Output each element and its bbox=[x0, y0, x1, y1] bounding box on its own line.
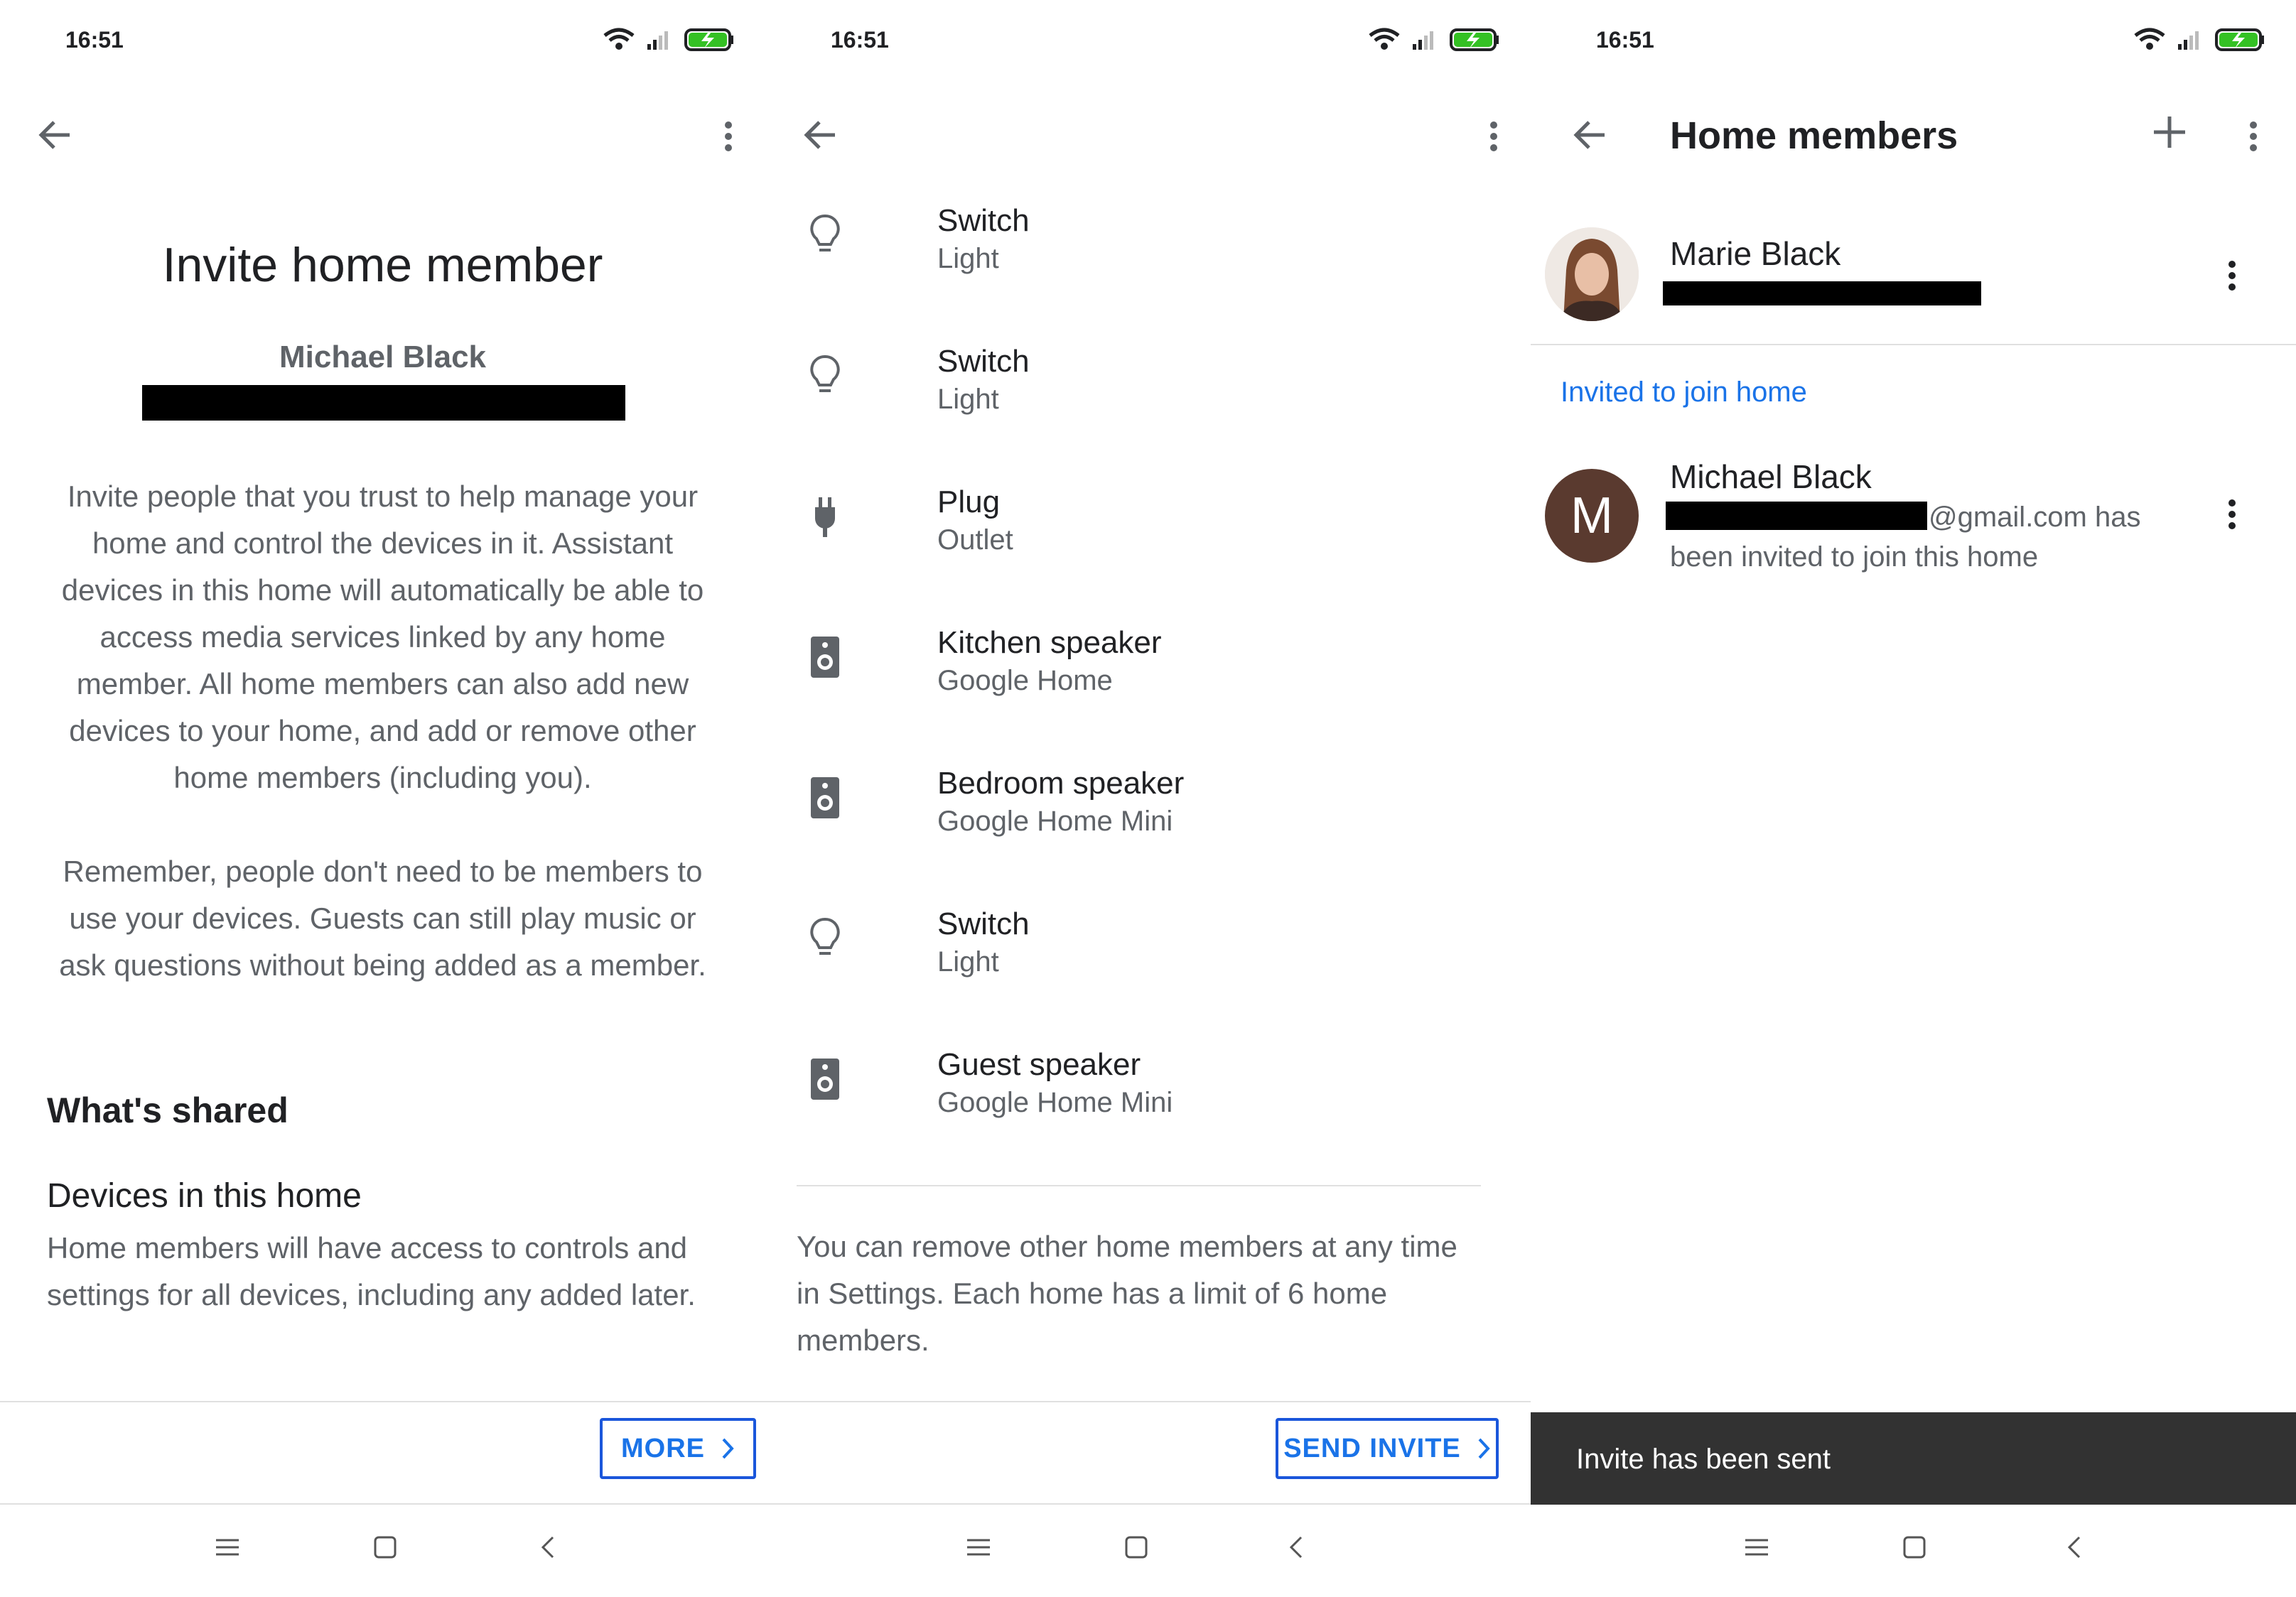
device-type: Google Home bbox=[937, 665, 1113, 696]
device-name: Switch bbox=[937, 344, 1030, 379]
member-name: Marie Black bbox=[1670, 235, 1841, 272]
menu-icon[interactable] bbox=[964, 1533, 993, 1565]
battery-charging-icon bbox=[2216, 30, 2264, 50]
system-nav-bar bbox=[1531, 1505, 2296, 1597]
device-type: Light bbox=[937, 243, 999, 274]
battery-charging-icon bbox=[686, 30, 733, 50]
more-vert-icon[interactable] bbox=[2245, 115, 2262, 161]
speaker-icon bbox=[804, 773, 846, 826]
whats-shared-heading: What's shared bbox=[47, 1090, 289, 1130]
invitee-email-suffix: @gmail.com has bbox=[1929, 502, 2141, 533]
wifi-icon bbox=[605, 30, 633, 50]
status-icons bbox=[1367, 26, 1502, 58]
wifi-icon bbox=[1370, 30, 1398, 50]
redacted-email bbox=[1663, 281, 1981, 305]
signal-icon bbox=[2178, 31, 2199, 50]
devices-heading: Devices in this home bbox=[47, 1177, 362, 1215]
more-button[interactable] bbox=[600, 1418, 756, 1479]
invitee-name: Michael Black bbox=[1670, 458, 1872, 495]
top-app-bar bbox=[765, 99, 1531, 170]
devices-list-screen bbox=[765, 0, 1531, 1597]
home-square-icon[interactable] bbox=[371, 1533, 399, 1565]
speaker-icon bbox=[804, 632, 846, 686]
send-invite-button[interactable] bbox=[1276, 1418, 1499, 1479]
device-name: Bedroom speaker bbox=[937, 766, 1185, 801]
nav-back-icon[interactable] bbox=[534, 1533, 563, 1565]
device-type: Google Home Mini bbox=[937, 1087, 1173, 1118]
device-type: Light bbox=[937, 946, 999, 978]
device-row[interactable] bbox=[765, 612, 1531, 753]
status-icons bbox=[2133, 26, 2268, 58]
plug-icon bbox=[804, 492, 846, 545]
device-name: Switch bbox=[937, 906, 1030, 941]
lightbulb-icon bbox=[804, 210, 846, 264]
device-row[interactable] bbox=[765, 472, 1531, 612]
device-name: Switch bbox=[937, 203, 1030, 238]
divider bbox=[797, 1185, 1481, 1186]
wifi-icon bbox=[2135, 30, 2164, 50]
home-members-screen bbox=[1531, 0, 2296, 1597]
more-button-label: MORE bbox=[621, 1433, 705, 1463]
avatar bbox=[1545, 227, 1639, 321]
invite-status-text: been invited to join this home bbox=[1670, 541, 2039, 573]
menu-icon[interactable] bbox=[1742, 1533, 1771, 1565]
device-type: Outlet bbox=[937, 524, 1013, 556]
intro-paragraph: Invite people that you trust to help manage your home and control the devices in it. Assistant devices in this home will automatically be able to access media services linked by any home member. All home members can also add new devices to your home, and add or remove other home members (including you). bbox=[61, 480, 704, 794]
battery-charging-icon bbox=[1451, 30, 1499, 50]
status-time: 16:51 bbox=[1596, 27, 1654, 53]
system-nav-bar bbox=[765, 1505, 1531, 1597]
top-app-bar bbox=[0, 99, 765, 170]
nav-back-icon[interactable] bbox=[1283, 1533, 1311, 1565]
status-time: 16:51 bbox=[831, 27, 889, 53]
device-row[interactable] bbox=[765, 331, 1531, 472]
invitee-more-vert-icon[interactable] bbox=[2224, 493, 2241, 539]
device-row[interactable] bbox=[765, 894, 1531, 1034]
lightbulb-icon bbox=[804, 914, 846, 967]
status-bar bbox=[1531, 0, 2296, 78]
home-square-icon[interactable] bbox=[1122, 1533, 1150, 1565]
device-type: Google Home Mini bbox=[937, 806, 1173, 837]
invite-home-member-screen bbox=[0, 0, 765, 1597]
snackbar-message: Invite has been sent bbox=[1576, 1444, 1831, 1475]
divider bbox=[765, 1401, 1531, 1402]
system-nav-bar bbox=[0, 1505, 765, 1597]
status-icons bbox=[602, 26, 737, 58]
page-title: Home members bbox=[1670, 114, 1958, 157]
status-bar bbox=[0, 0, 765, 78]
member-limit-note: You can remove other home members at any time in Settings. Each home has a limit of 6 home members. bbox=[797, 1230, 1457, 1357]
menu-icon[interactable] bbox=[213, 1533, 242, 1565]
avatar: M bbox=[1545, 469, 1639, 563]
lightbulb-icon bbox=[804, 351, 846, 404]
member-more-vert-icon[interactable] bbox=[2224, 254, 2241, 301]
send-invite-label: SEND INVITE bbox=[1283, 1433, 1461, 1463]
device-name: Kitchen speaker bbox=[937, 625, 1162, 660]
chevron-right-icon bbox=[721, 1436, 735, 1461]
back-arrow-icon[interactable] bbox=[799, 114, 842, 160]
device-name: Guest speaker bbox=[937, 1047, 1141, 1082]
chevron-right-icon bbox=[1477, 1436, 1491, 1461]
device-row[interactable] bbox=[765, 1034, 1531, 1175]
nav-back-icon[interactable] bbox=[2061, 1533, 2089, 1565]
invitee-name: Michael Black bbox=[279, 340, 487, 374]
speaker-icon bbox=[804, 1054, 846, 1108]
back-arrow-icon[interactable] bbox=[34, 114, 77, 160]
more-vert-icon[interactable] bbox=[1485, 115, 1502, 161]
page-title: Invite home member bbox=[162, 238, 603, 292]
device-row[interactable] bbox=[765, 753, 1531, 894]
divider bbox=[1531, 344, 2296, 345]
status-time: 16:51 bbox=[65, 27, 124, 53]
devices-description: Home members will have access to controls and settings for all devices, including any added later. bbox=[47, 1231, 696, 1311]
signal-icon bbox=[647, 31, 668, 50]
device-type: Light bbox=[937, 384, 999, 415]
guests-paragraph: Remember, people don't need to be members to use your devices. Guests can still play music or ask questions without being added as a member. bbox=[59, 855, 706, 982]
divider bbox=[0, 1401, 765, 1402]
status-bar bbox=[765, 0, 1531, 78]
device-row[interactable] bbox=[765, 190, 1531, 331]
add-member-icon[interactable] bbox=[2150, 112, 2189, 156]
more-vert-icon[interactable] bbox=[720, 115, 737, 161]
invited-section-label: Invited to join home bbox=[1561, 377, 1807, 408]
signal-icon bbox=[1413, 31, 1433, 50]
home-square-icon[interactable] bbox=[1900, 1533, 1929, 1565]
device-name: Plug bbox=[937, 484, 1001, 519]
redacted-email bbox=[142, 385, 625, 421]
back-arrow-icon[interactable] bbox=[1569, 114, 1612, 160]
snackbar bbox=[1531, 1412, 2296, 1505]
redacted-email bbox=[1666, 502, 1927, 530]
